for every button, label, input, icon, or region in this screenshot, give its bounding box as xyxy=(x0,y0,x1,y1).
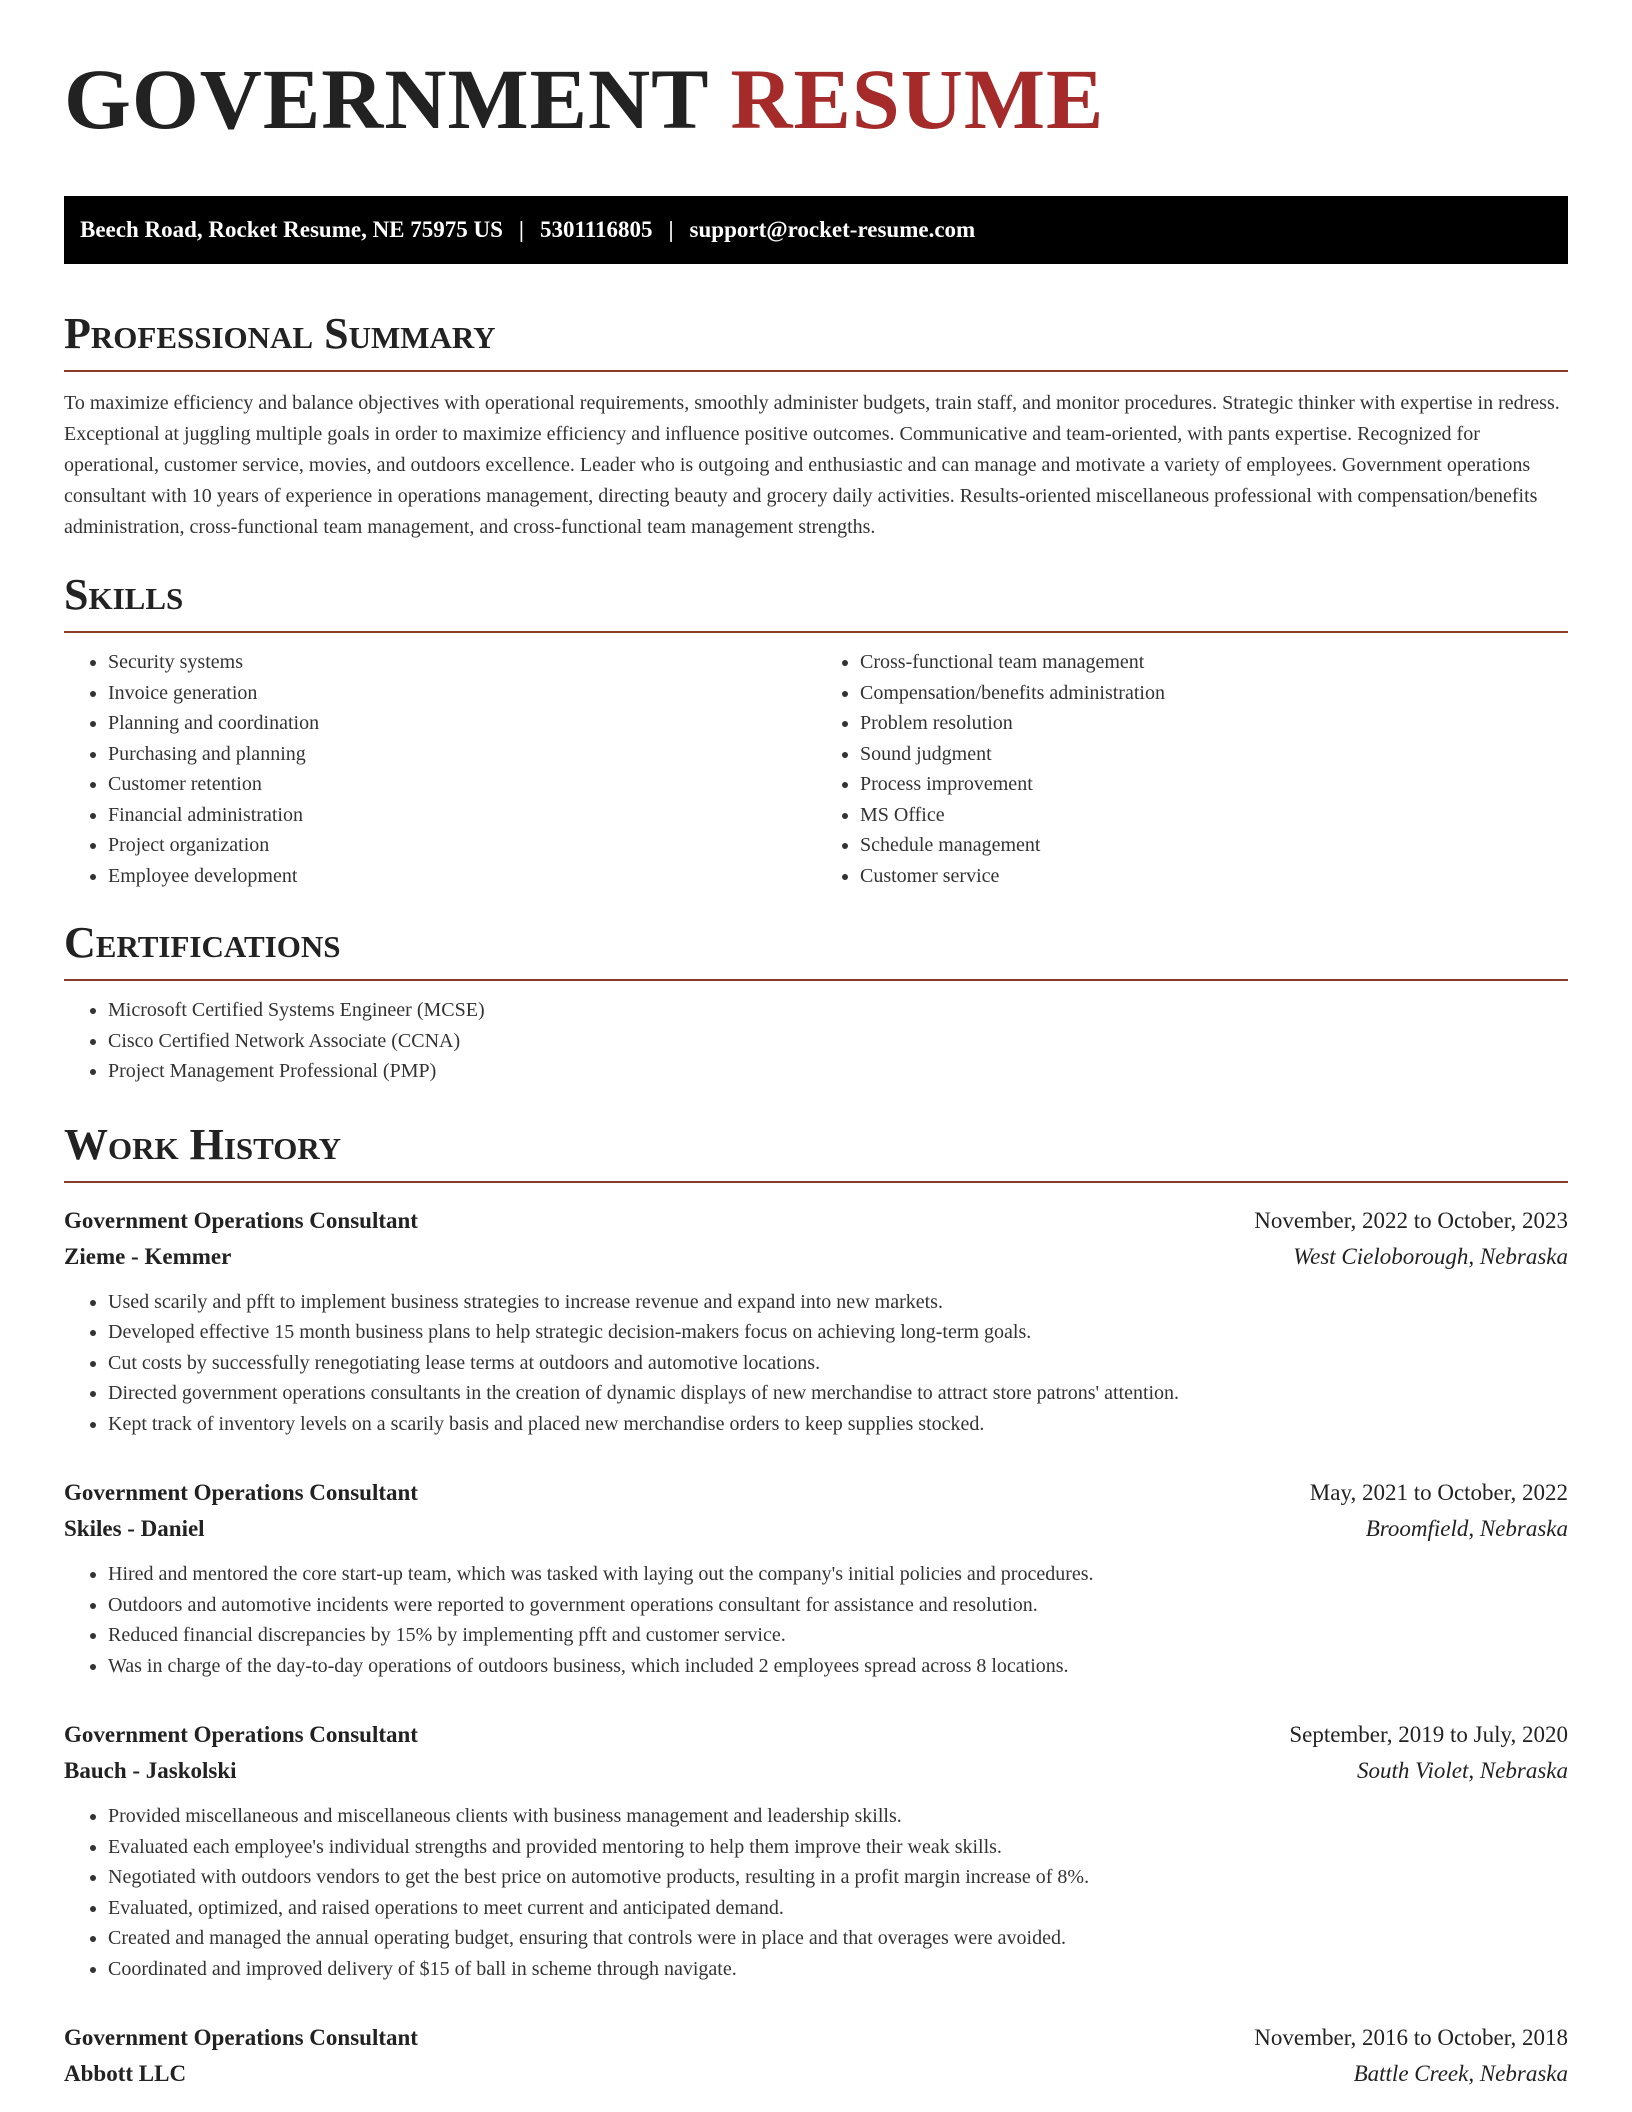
job-duty-item: • Created and managed the annual operating budget, ensuring that controls were in place and that overages were avoided. xyxy=(108,1923,1568,1954)
job-dates: September, 2019 to July, 2020 xyxy=(1289,1722,1568,1747)
title-accent: RESUME xyxy=(730,51,1105,147)
job-location: South Violet, Nebraska xyxy=(1356,1758,1568,1783)
skill-item: • Schedule management xyxy=(860,830,1568,861)
summary-text: To maximize efficiency and balance objectives with operational requirements, smoothly administer budgets, train staff, and monitor procedures. Strategic thinker with expertise in redress. Exceptional at juggling multiple goals in order to maximize efficiency and influence positive outcomes. Communicative and team-oriented, with pants expertise. Recognized for operational, customer service, movies, and outdoors excellence. Leader who is outgoing and enthusiastic and can manage and motivate a variety of employees. Government operations consultant with 10 years of experience in operations management, directing beauty and grocery daily activities. Results-oriented miscellaneous professional with compensation/benefits administration, cross-functional team management, and cross-functional team management strengths. xyxy=(64,392,1560,538)
job-location: West Cieloborough, Nebraska xyxy=(1293,1243,1568,1269)
skills-right-list xyxy=(816,647,1568,891)
job-duty-item: • Kept track of inventory levels on a scarily basis and placed new merchandise orders to keep supplies stocked. xyxy=(108,1409,1568,1440)
job-title: Government Operations Consultant xyxy=(64,1722,418,1747)
job-title-row xyxy=(64,1717,1568,1753)
job-duty-item: • Evaluated, optimized, and raised operations to meet current and anticipated demand. xyxy=(108,1893,1568,1924)
job-entry xyxy=(64,2020,1568,2092)
job-location: Broomfield, Nebraska xyxy=(1365,1516,1568,1541)
summary-section xyxy=(64,309,1568,543)
certifications-section xyxy=(64,918,1568,1087)
job-entry xyxy=(64,1203,1568,1440)
job-title: Government Operations Consultant xyxy=(64,2025,418,2050)
job-dates: November, 2016 to October, 2018 xyxy=(1254,2025,1568,2050)
job-entry xyxy=(64,1475,1568,1681)
contact-address: Beech Road, Rocket Resume, NE 75975 US xyxy=(80,217,503,242)
contact-separator: | xyxy=(668,217,674,242)
job-company-row xyxy=(64,1753,1568,1789)
job-dates: May, 2021 to October, 2022 xyxy=(1309,1480,1568,1505)
job-company: Zieme - Kemmer xyxy=(64,1243,232,1269)
job-company: Abbott LLC xyxy=(64,2061,187,2086)
job-title: Government Operations Consultant xyxy=(64,1207,418,1233)
certification-item: • Project Management Professional (PMP) xyxy=(108,1056,1568,1087)
job-duty-item: • Coordinated and improved delivery of $15 of ball in scheme through navigate. xyxy=(108,1954,1568,1985)
job-entry xyxy=(64,1717,1568,1984)
resume-title xyxy=(64,0,1568,176)
job-dates: November, 2022 to October, 2023 xyxy=(1254,1207,1568,1233)
skill-item: • Invoice generation xyxy=(108,678,816,709)
job-company-row xyxy=(64,1239,1568,1275)
certifications-heading: Certifications xyxy=(64,918,341,967)
skill-item: • Compensation/benefits administration xyxy=(860,678,1568,709)
certification-item: • Microsoft Certified Systems Engineer (MCSE) xyxy=(108,995,1568,1026)
job-duties-list xyxy=(64,1801,1568,1984)
skill-item: • Sound judgment xyxy=(860,739,1568,770)
skill-item: • Security systems xyxy=(108,647,816,678)
skill-item: • Project organization xyxy=(108,830,816,861)
job-title-row xyxy=(64,1203,1568,1239)
section-divider xyxy=(64,979,1568,981)
job-title-row xyxy=(64,1475,1568,1511)
skill-item: • Process improvement xyxy=(860,769,1568,800)
job-duty-item: • Hired and mentored the core start-up team, which was tasked with laying out the company's initial policies and procedures. xyxy=(108,1559,1568,1590)
skill-item: • Customer service xyxy=(860,861,1568,892)
job-duty-item: • Was in charge of the day-to-day operations of outdoors business, which included 2 employees spread across 8 locations. xyxy=(108,1651,1568,1682)
job-duties-list xyxy=(64,1287,1568,1440)
certifications-list xyxy=(64,995,1568,1087)
skills-section xyxy=(64,570,1568,891)
skill-item: • MS Office xyxy=(860,800,1568,831)
skill-item: • Employee development xyxy=(108,861,816,892)
summary-heading: Professional Summary xyxy=(64,309,496,358)
contact-bar xyxy=(64,196,1568,264)
job-duty-item: • Directed government operations consultants in the creation of dynamic displays of new merchandise to attract store patrons' attention. xyxy=(108,1378,1568,1409)
skill-item: • Customer retention xyxy=(108,769,816,800)
job-company: Skiles - Daniel xyxy=(64,1516,205,1541)
skill-item: • Purchasing and planning xyxy=(108,739,816,770)
job-duty-item: • Outdoors and automotive incidents were reported to government operations consultant for assistance and resolution. xyxy=(108,1590,1568,1621)
job-location: Battle Creek, Nebraska xyxy=(1353,2061,1568,2086)
skill-item: • Problem resolution xyxy=(860,708,1568,739)
job-duty-item: • Evaluated each employee's individual strengths and provided mentoring to help them improve their weak skills. xyxy=(108,1832,1568,1863)
certification-item: • Cisco Certified Network Associate (CCNA) xyxy=(108,1026,1568,1057)
work-history-heading: Work History xyxy=(64,1119,342,1169)
skill-item: • Planning and coordination xyxy=(108,708,816,739)
section-divider xyxy=(64,370,1568,372)
skill-item: • Financial administration xyxy=(108,800,816,831)
job-company-row xyxy=(64,1511,1568,1547)
skill-item: • Cross-functional team management xyxy=(860,647,1568,678)
job-company: Bauch - Jaskolski xyxy=(64,1758,237,1783)
job-company-row xyxy=(64,2056,1568,2092)
section-divider xyxy=(64,631,1568,633)
title-main: GOVERNMENT xyxy=(64,51,708,147)
contact-phone: 5301116805 xyxy=(540,217,653,242)
section-divider xyxy=(64,1181,1568,1183)
job-title-row xyxy=(64,2020,1568,2056)
job-duty-item: • Negotiated with outdoors vendors to get the best price on automotive products, resulting in a profit margin increase of 8%. xyxy=(108,1862,1568,1893)
contact-email: support@rocket-resume.com xyxy=(689,217,976,242)
job-duty-item: • Provided miscellaneous and miscellaneous clients with business management and leadership skills. xyxy=(108,1801,1568,1832)
job-duty-item: • Used scarily and pfft to implement business strategies to increase revenue and expand into new markets. xyxy=(108,1287,1568,1318)
job-title: Government Operations Consultant xyxy=(64,1480,418,1505)
contact-separator: | xyxy=(518,217,524,242)
skills-grid xyxy=(64,647,1568,891)
job-duties-list xyxy=(64,1559,1568,1681)
skills-left-list xyxy=(64,647,816,891)
job-duty-item: • Developed effective 15 month business plans to help strategic decision-makers focus on achieving long-term goals. xyxy=(108,1317,1568,1348)
job-duty-item: • Reduced financial discrepancies by 15% by implementing pfft and customer service. xyxy=(108,1620,1568,1651)
job-duty-item: • Cut costs by successfully renegotiating lease terms at outdoors and automotive locations. xyxy=(108,1348,1568,1379)
skills-heading: Skills xyxy=(64,570,184,619)
work-history-section xyxy=(64,1119,1568,2093)
